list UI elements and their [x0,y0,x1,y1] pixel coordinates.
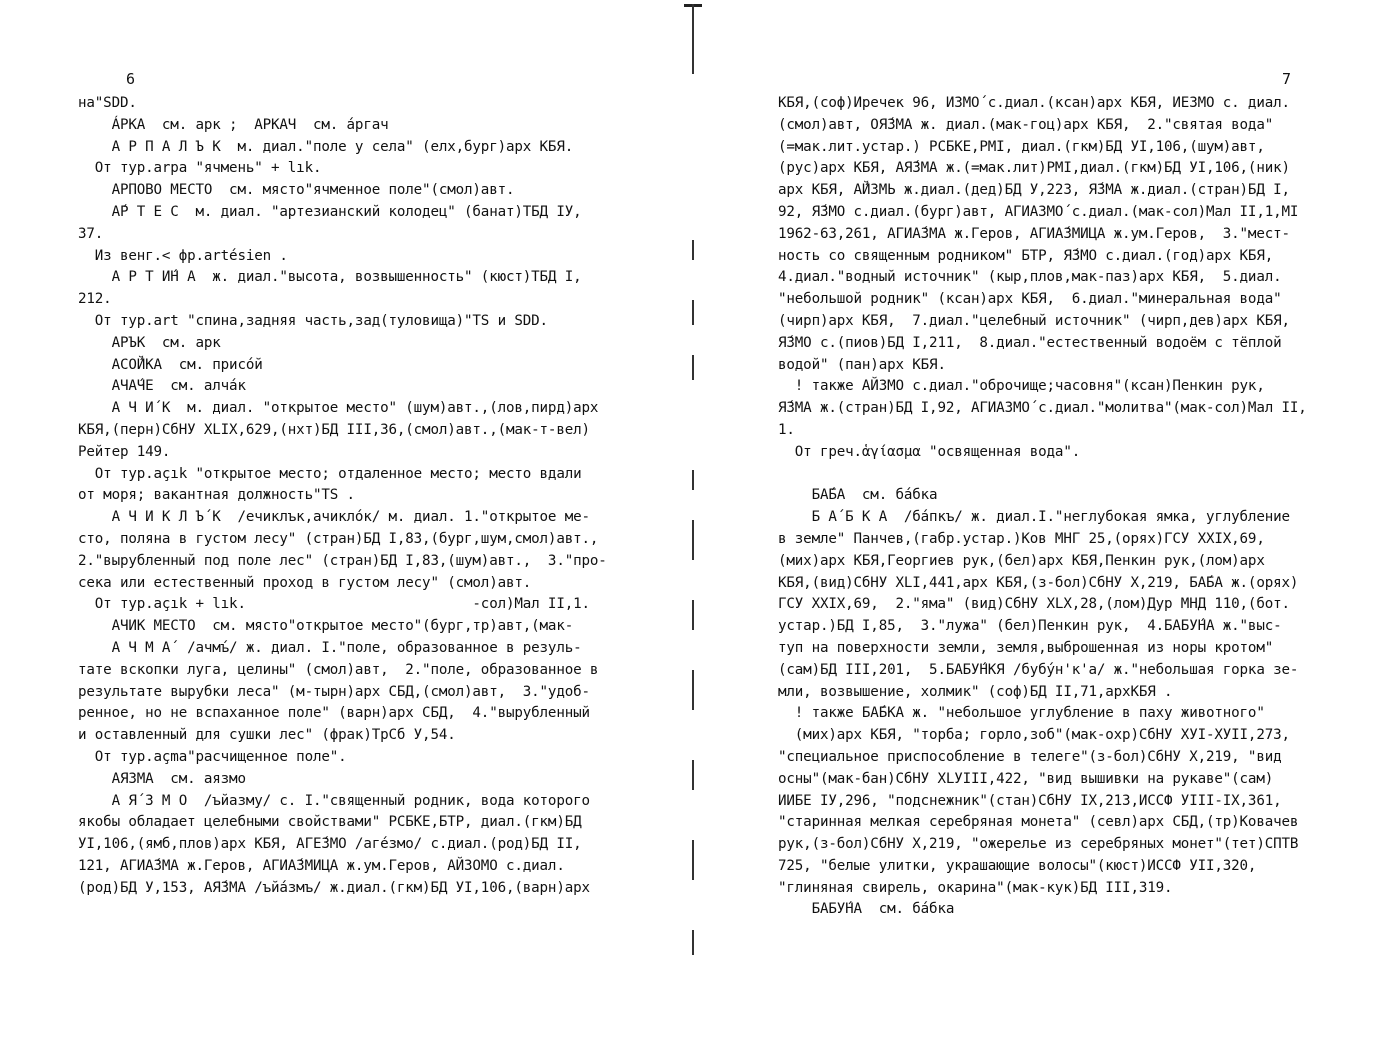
text-line: АЧИК МЕСТО см. място"открытое место"(бург,тр)авт,(мак- [78,618,574,635]
text-line: КБЯ,(соф)Иречек 96, ИЗМО́ с.диал.(ксан)арх КБЯ, ИЕЗМО с. диал. [778,95,1290,111]
text-line: АЧА́ЧЕ см. алча́к [78,378,246,395]
text-line: туп на поверхности земли, земля,выброшенная из норы кротом" [778,639,1274,656]
text-line: А Р Т И́Н А ж. диал."высота, возвышенность" (кюст)ТБД I, [78,269,582,286]
text-line: (смол)авт, ОЯ́ЗМА ж. диал.(мак-гоц)арх КБЯ, 2."святая вода" [778,116,1274,133]
text-line: А Я́ З М О /ъйазму/ с. I."священный родник, вода которого [78,792,590,809]
text-line: "небольшой родник" (ксан)арх КБЯ, 6.диал."минеральная вода" [778,291,1282,308]
text-line: БАБУ́НА см. ба́бка [778,901,955,918]
text-line: От греч.ἁγίασμα "освященная вода". [778,443,1081,460]
text-line: рук,(з-бол)СбНУ X,219, "ожерелье из серебряных монет"(тет)СПТВ [778,836,1299,853]
text-line: Б А́ Б К А /ба́пкъ/ ж. диал.I."неглубокая ямка, углубление [778,509,1290,526]
text-line: и оставленный для сушки лес" (фрак)ТрСб У,54. [78,727,456,744]
gutter-line [692,520,694,560]
text-line: 92, Я́ЗМО с.диал.(бург)авт, АГИАЗМО́ с.диал.(мак-сол)Мал II,1,МI [778,203,1299,220]
text-line: Из венг.< фр.artésien . [78,247,288,264]
text-line: От тур.arpa "ячмень" + lık. [78,160,322,177]
text-line: Я́ЗМО с.(пиов)БД I,211, 8.диал."естественный водоём с тёплой [778,334,1282,351]
text-line: УI,106,(ямб,плов)арх КБЯ, АГЕ́ЗМО /агéзмо/ с.диал.(род)БД II, [78,836,582,853]
gutter-line [692,470,694,490]
text-line: (сам)БД III,201, 5.БАБУ́НКЯ /бубу́н'к'а/ ж."небольшая горка зе- [778,661,1299,678]
page-number-left: 6 [126,70,136,88]
text-line: АСО́ЙКА см. присо́й [78,356,263,373]
text-line: мли, возвышение, холмик" (соф)БД II,71,архКБЯ . [778,683,1173,700]
right-page [700,0,1400,1038]
text-line: От тур.açık + lık. -сол)Мал II,1. [78,596,590,613]
text-line: ! также БА́БКА ж. "небольшое углубление в паху животного" [778,705,1265,722]
text-line: Я́ЗМА ж.(стран)БД I,92, АГИАЗМО́ с.диал."молитва"(мак-сол)Мал II, [778,400,1307,417]
gutter-line [692,930,694,955]
text-line: 121, АГИА́ЗМА ж.Геров, АГИА́ЗМИЦА ж.ум.Геров, АЙЗОМО с.диал. [78,857,565,874]
gutter-line [692,355,694,380]
text-line: сто, поляна в густом лесу" (стран)БД I,83,(бург,шум,смол)авт., [78,530,599,547]
text-line: КБЯ,(вид)СбНУ XLI,441,арх КБЯ,(з-бол)СбНУ X,219, БА́БА ж.(орях) [778,574,1299,591]
text-line: АРЪК см. арк [78,334,221,351]
text-line: (род)БД У,153, АЯ́ЗМА /ъйáзмъ/ ж.диал.(гкм)БД УI,106,(варн)арх [78,879,590,896]
text-line: сека или естественный проход в густом лесу" (смол)авт. [78,574,532,591]
text-line: От тур.art "спина,задняя часть,зад(туловища)"TS и SDD. [78,312,548,329]
gutter-line [692,840,694,880]
gutter-line [692,300,694,325]
text-line: АЯЗМА см. аязмо [78,770,246,787]
text-line: на"SDD. [78,95,137,111]
text-line: (рус)арх КБЯ, АЯ́ЗМА ж.(=мак.лит)РМI,диал.(гкм)БД УI,106,(ник) [778,160,1290,177]
text-line: ИИБЕ IУ,296, "подснежник"(стан)СбНУ IX,213,ИССФ УIII-IX,361, [778,792,1282,809]
text-line: ность со священным родником" БТР, Я́ЗМО с.диал.(год)арх КБЯ, [778,247,1274,264]
text-line: водой" (пан)арх КБЯ. [778,356,946,373]
text-line: Рейтер 149. [78,443,171,460]
text-line: БА́БА см. ба́бка [778,487,938,504]
book-gutter [690,0,696,1038]
text-line: устар.)БД I,85, 3."лужа" (бел)Пенкин рук, 4.БАБУ́НА ж."выс- [778,618,1282,635]
right-page-text [778,93,1307,921]
gutter-line [692,760,694,790]
text-line: результате вырубки леса" (м-тырн)арх СБД,(смол)авт, 3."удоб- [78,683,590,700]
text-line: 2."вырубленный под поле лес" (стран)БД I,83,(шум)авт., 3."про- [78,552,607,569]
text-line: 725, "белые улитки, украшающие волосы"(кюст)ИССФ УII,320, [778,857,1257,874]
text-line: в земле" Панчев,(габр.устар.)Ков МНГ 25,(орях)ГСУ XXIX,69, [778,530,1265,547]
text-line: от моря; вакантная должность"TS . [78,487,355,504]
text-line: А Ч И К Л Ъ́ К /ечиклък,ачиклóк/ м. диал. 1."открытое ме- [78,509,590,526]
text-line: 1962-63,261, АГИА́ЗМА ж.Геров, АГИА́ЗМИЦА ж.ум.Геров, 3."мест- [778,225,1290,242]
text-line: "глиняная свирель, окарина"(мак-кук)БД III,319. [778,879,1173,896]
text-line: 4.диал."водный источник" (кыр,плов,мак-паз)арх КБЯ, 5.диал. [778,269,1282,286]
text-line: А Ч М А́ /ачмъ́/ ж. диал. I."поле, образованное в резуль- [78,639,582,656]
text-line: (мих)арх КБЯ,Георгиев рук,(бел)арх КБЯ,Пенкин рук,(лом)арх [778,552,1265,569]
text-line: тате вскопки луга, целины" (смол)авт, 2."поле, образованное в [78,661,599,678]
text-line: ! также АЙЗМО с.диал."оброчище;часовня"(ксан)Пенкин рук, [778,378,1265,395]
text-line: А Ч И́ К м. диал. "открытое место" (шум)авт.,(лов,пирд)арх [78,400,599,417]
gutter-line [692,240,694,260]
gutter-line [692,600,694,630]
text-line: От тур.açık "открытое место; отдаленное место; место вдали [78,465,582,482]
text-line [778,464,1307,486]
text-line: (мих)арх КБЯ, "торба; горло,зоб"(мак-охр)СбНУ ХУI-ХУII,273, [778,727,1290,744]
text-line: 212. [78,291,112,308]
gutter-line [692,4,694,74]
text-line: ГСУ XXIX,69, 2."яма" (вид)СбНУ XLX,28,(лом)Дур МНД 110,(бот. [778,596,1290,613]
text-line: арх КБЯ, А́ЙЗМЬ ж.диал.(дед)БД У,223, Я́ЗМА ж.диал.(стран)БД I, [778,182,1290,199]
text-line: "специальное приспособление в телеге"(з-бол)СбНУ X,219, "вид [778,748,1282,765]
text-line: КБЯ,(перн)СбНУ XLIX,629,(нхт)БД III,36,(смол)авт.,(мак-т-вел) [78,421,590,438]
text-line: ÁРКА см. арк ; АРКАЧ см. áргач [78,116,389,133]
text-line: А́Р Т Е С м. диал. "артезианский колодец" (банат)ТБД IУ, [78,203,582,220]
text-line: "старинная мелкая серебряная монета" (севл)арх СБД,(тр)Ковачев [778,814,1299,831]
text-line: 1. [778,421,795,438]
text-line: (чирп)арх КБЯ, 7.диал."целебный источник" (чирп,дев)арх КБЯ, [778,312,1290,329]
page-number-right: 7 [1282,70,1292,88]
text-line: (=мак.лит.устар.) РСБКЕ,РМI, диал.(гкм)БД УI,106,(шум)авт, [778,138,1265,155]
text-line: От тур.açma"расчищенное поле". [78,748,347,765]
left-page-text [78,93,607,899]
text-line: якобы обладает целебными свойствами" РСБКЕ,БТР, диал.(гкм)БД [78,814,582,831]
text-line: А Р П А Л Ъ К м. диал."поле у села" (елх,бург)арх КБЯ. [78,138,574,155]
text-line: 37. [78,225,104,242]
text-line: АРПОВО МЕСТО см. място"ячменное поле"(смол)авт. [78,182,515,199]
gutter-line [692,670,694,710]
text-line: осны"(мак-бан)СбНУ XLУIII,422, "вид вышивки на рукаве"(сам) [778,770,1274,787]
text-line: ренное, но не вспаханное поле" (варн)арх СБД, 4."вырубленный [78,705,590,722]
